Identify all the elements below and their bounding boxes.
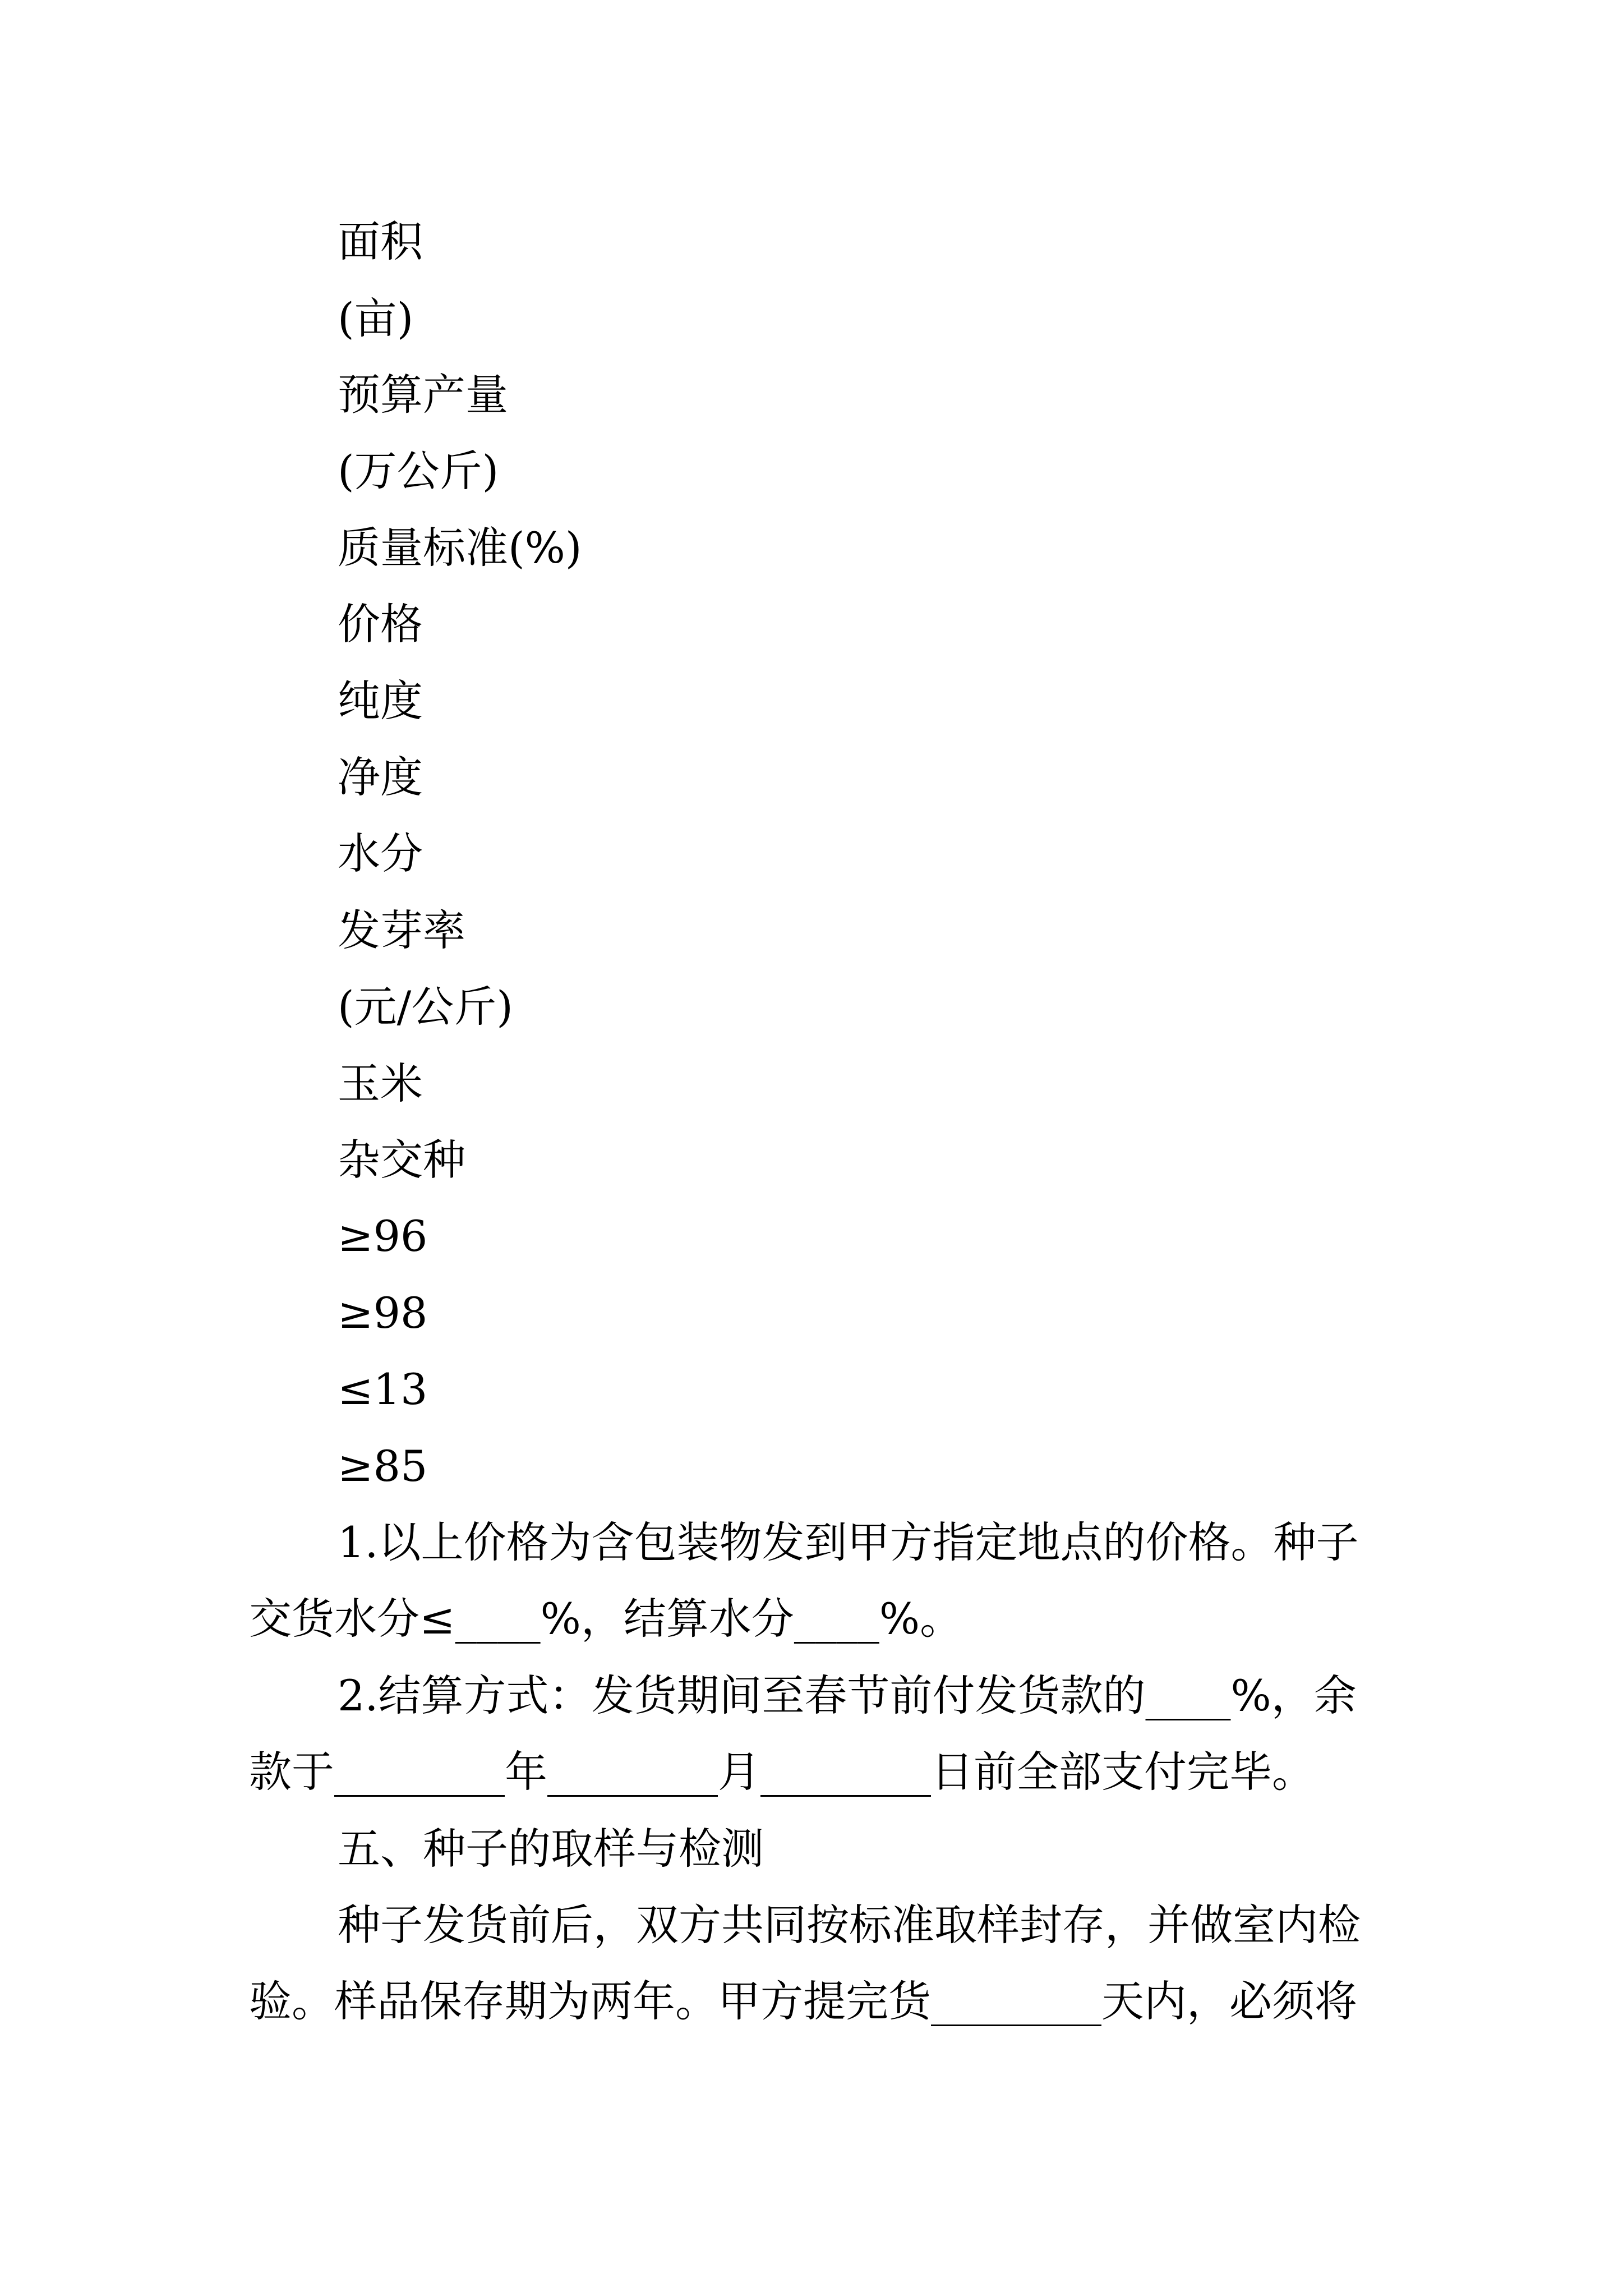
table-cell-variety: 杂交种 bbox=[338, 1135, 465, 1185]
table-cell-germination: ≥85 bbox=[338, 1441, 428, 1491]
section-5-para-line-2: 验。样品保存期为两年。甲方提完货________天内，必须将 bbox=[249, 1976, 1357, 2026]
section-5-para-line-1: 种子发货前后，双方共同按标准取样封存，并做室内检 bbox=[338, 1900, 1361, 1950]
table-cell-purity: ≥96 bbox=[338, 1211, 428, 1261]
table-cell-moisture: ≤13 bbox=[338, 1364, 428, 1414]
table-header-price-unit: (元/公斤) bbox=[338, 982, 513, 1032]
clause-1-line-1: 1.以上价格为含包装物发到甲方指定地点的价格。种子 bbox=[338, 1517, 1359, 1567]
clause-2-line-2: 款于________年________月________日前全部支付完毕。 bbox=[249, 1747, 1315, 1797]
table-header-yield-unit: (万公斤) bbox=[338, 446, 499, 496]
clause-2-line-1: 2.结算方式：发货期间至春节前付发货款的____%，余 bbox=[338, 1671, 1357, 1720]
table-header-moisture: 水分 bbox=[338, 829, 423, 878]
table-header-cleanliness: 净度 bbox=[338, 752, 423, 802]
table-cell-crop: 玉米 bbox=[338, 1059, 423, 1108]
section-5-heading: 五、种子的取样与检测 bbox=[338, 1824, 764, 1874]
table-header-yield: 预算产量 bbox=[338, 370, 508, 420]
table-header-area: 面积 bbox=[338, 217, 423, 266]
table-cell-cleanliness: ≥98 bbox=[338, 1288, 428, 1338]
table-header-germination: 发芽率 bbox=[338, 905, 465, 955]
clause-1-line-2: 交货水分≤____%，结算水分____%。 bbox=[249, 1594, 963, 1644]
table-header-area-unit: (亩) bbox=[338, 293, 414, 343]
table-header-quality: 质量标准(%) bbox=[338, 523, 582, 573]
table-header-price: 价格 bbox=[338, 599, 423, 649]
table-header-purity: 纯度 bbox=[338, 676, 423, 726]
